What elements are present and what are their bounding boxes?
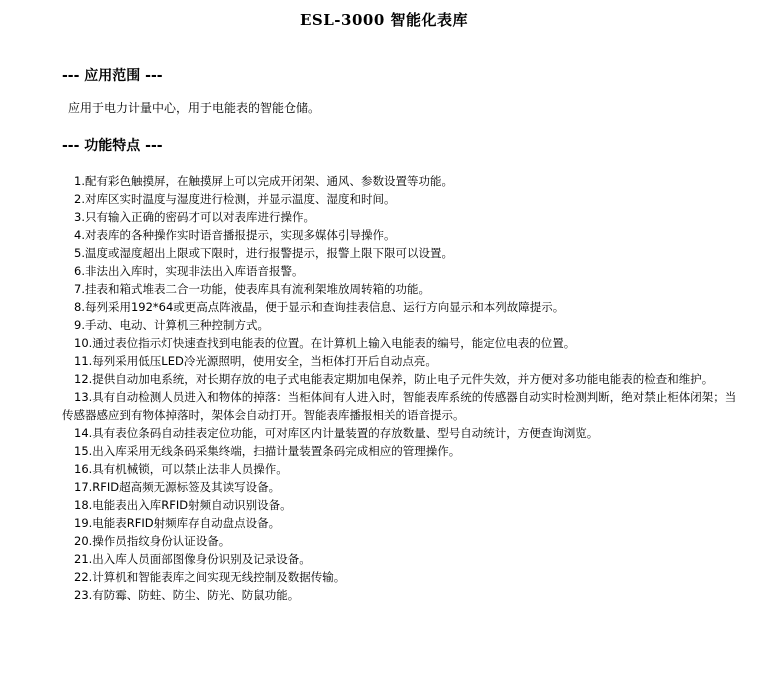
section-heading-features: --- 功能特点 --- bbox=[62, 138, 163, 154]
page-title: ESL-3000 智能化表库 bbox=[299, 11, 468, 29]
scope-text: 应用于电力计量中心，用于电能表的智能仓储。 bbox=[68, 101, 321, 115]
feature-item: 4.对表库的各种操作实时语音播报提示，实现多媒体引导操作。 bbox=[74, 228, 396, 242]
feature-item: 10.通过表位指示灯快速查找到电能表的位置。在计算机上输入电能表的编号，能定位电表的位置。 bbox=[74, 336, 576, 350]
feature-item: 20.操作员指纹身份认证设备。 bbox=[74, 534, 231, 548]
section-heading-scope: --- 应用范围 --- bbox=[62, 68, 163, 84]
feature-item: 15.出入库采用无线条码采集终端，扫描计量装置条码完成相应的管理操作。 bbox=[74, 444, 461, 458]
feature-item: 13.具有自动检测人员进入和物体的掉落：当柜体间有人进入时，智能表库系统的传感器自动实时检测判断，绝对禁止柜体闭架；当传感器感应到有物体掉落时，架体会自动打开。智能表库播报相关的语音提示。 bbox=[62, 390, 737, 422]
feature-item: 16.具有机械锁，可以禁止法非人员操作。 bbox=[74, 462, 288, 476]
feature-item: 7.挂表和箱式堆表二合一功能，使表库具有流利架堆放周转箱的功能。 bbox=[74, 282, 430, 296]
feature-item: 23.有防霉、防蛀、防尘、防光、防鼠功能。 bbox=[74, 588, 300, 602]
feature-item: 8.每列采用192*64或更高点阵液晶，便于显示和查询挂表信息、运行方向显示和本列故障提示。 bbox=[74, 300, 565, 314]
feature-item: 3.只有输入正确的密码才可以对表库进行操作。 bbox=[74, 210, 315, 224]
feature-item: 17.RFID超高频无源标签及其读写设备。 bbox=[74, 480, 281, 494]
feature-item: 12.提供自动加电系统，对长期存放的电子式电能表定期加电保养，防止电子元件失效，并方便对多功能电能表的检查和维护。 bbox=[74, 372, 714, 386]
feature-item: 19.电能表RFID射频库存自动盘点设备。 bbox=[74, 516, 281, 530]
feature-item: 5.温度或湿度超出上限或下限时，进行报警提示，报警上限下限可以设置。 bbox=[74, 246, 453, 260]
feature-item: 6.非法出入库时，实现非法出入库语音报警。 bbox=[74, 264, 304, 278]
feature-item: 9.手动、电动、计算机三种控制方式。 bbox=[74, 318, 269, 332]
feature-item: 18.电能表出入库RFID射频自动识别设备。 bbox=[74, 498, 292, 512]
feature-item: 22.计算机和智能表库之间实现无线控制及数据传输。 bbox=[74, 570, 346, 584]
feature-item: 21.出入库人员面部图像身份识别及记录设备。 bbox=[74, 552, 311, 566]
feature-item: 11.每列采用低压LED冷光源照明，使用安全，当柜体打开后自动点亮。 bbox=[74, 354, 437, 368]
feature-item: 1.配有彩色触摸屏，在触摸屏上可以完成开闭架、通风、参数设置等功能。 bbox=[74, 174, 453, 188]
feature-list bbox=[62, 172, 742, 604]
feature-item: 2.对库区实时温度与湿度进行检测，并显示温度、湿度和时间。 bbox=[74, 192, 396, 206]
feature-item: 14.具有表位条码自动挂表定位功能，可对库区内计量装置的存放数量、型号自动统计，方便查询浏览。 bbox=[74, 426, 599, 440]
